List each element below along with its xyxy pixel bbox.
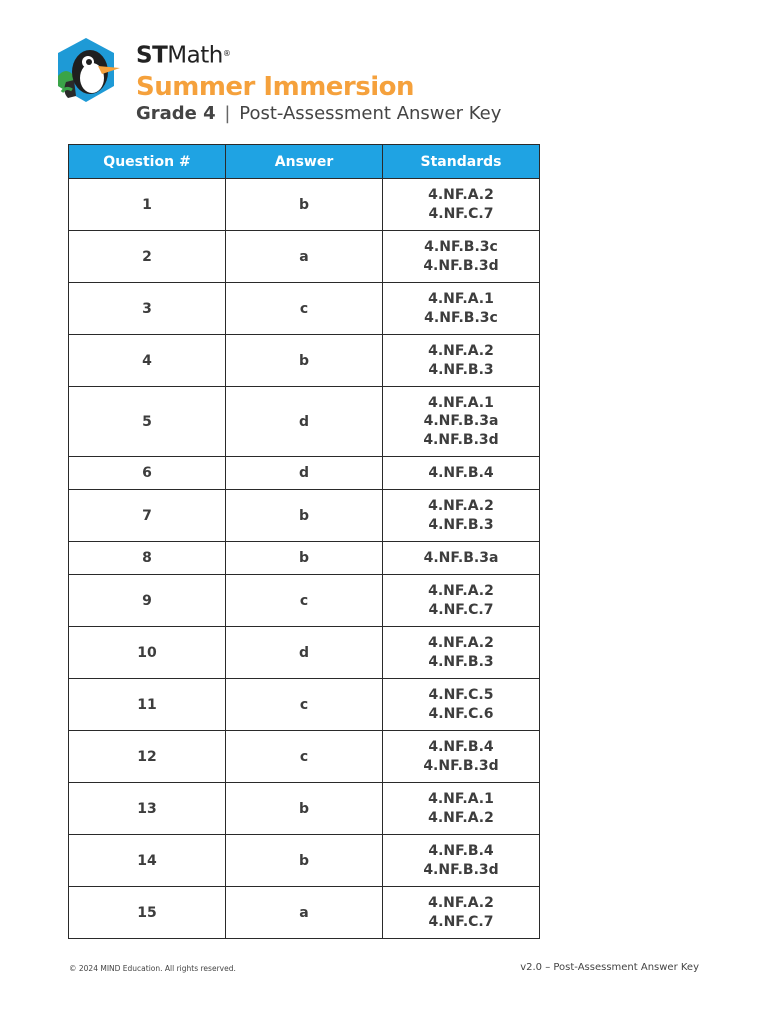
standard-code: 4.NF.A.2 bbox=[428, 635, 494, 651]
page-title bbox=[136, 101, 501, 127]
question-number-cell: 3 bbox=[69, 283, 226, 335]
question-number-cell: 2 bbox=[69, 231, 226, 283]
standards-cell bbox=[383, 887, 540, 939]
standards-cell bbox=[383, 542, 540, 575]
table-row bbox=[69, 783, 540, 835]
standards-cell bbox=[383, 679, 540, 731]
standards-cell bbox=[383, 627, 540, 679]
page-header bbox=[52, 36, 652, 136]
table-row bbox=[69, 283, 540, 335]
title-separator: | bbox=[224, 103, 231, 124]
standard-code: 4.NF.B.4 bbox=[428, 464, 494, 481]
document-title: Post-Assessment Answer Key bbox=[239, 103, 502, 124]
answer-cell: b bbox=[226, 835, 383, 887]
table-row bbox=[69, 231, 540, 283]
table-row bbox=[69, 575, 540, 627]
table-row bbox=[69, 179, 540, 231]
answer-cell: d bbox=[226, 457, 383, 490]
table-row bbox=[69, 542, 540, 575]
standard-code: 4.NF.B.3a bbox=[423, 549, 499, 566]
answer-cell: b bbox=[226, 490, 383, 542]
answer-cell: c bbox=[226, 283, 383, 335]
table-row bbox=[69, 335, 540, 387]
standard-code: 4.NF.C.6 bbox=[428, 705, 494, 722]
question-number-cell: 10 bbox=[69, 627, 226, 679]
brand-stmath bbox=[136, 40, 414, 71]
answer-cell: a bbox=[226, 231, 383, 283]
standards-cell bbox=[383, 731, 540, 783]
standards-cell bbox=[383, 387, 540, 457]
standard-code: 4.NF.C.7 bbox=[428, 601, 494, 618]
answer-cell: b bbox=[226, 179, 383, 231]
table-row bbox=[69, 490, 540, 542]
question-number-cell: 7 bbox=[69, 490, 226, 542]
question-number-cell: 11 bbox=[69, 679, 226, 731]
question-number-cell: 14 bbox=[69, 835, 226, 887]
question-number-cell: 6 bbox=[69, 457, 226, 490]
answer-cell: d bbox=[226, 387, 383, 457]
standard-code: 4.NF.A.2 bbox=[428, 498, 494, 514]
standard-code: 4.NF.A.2 bbox=[428, 809, 494, 826]
table-row bbox=[69, 887, 540, 939]
standard-code: 4.NF.A.1 bbox=[428, 394, 494, 411]
brand-summer-immersion: Summer Immersion bbox=[136, 72, 414, 103]
standard-code: 4.NF.B.3d bbox=[423, 257, 499, 274]
answer-key-table bbox=[68, 144, 540, 939]
standards-cell bbox=[383, 231, 540, 283]
table-row bbox=[69, 731, 540, 783]
standards-cell bbox=[383, 335, 540, 387]
standard-code: 4.NF.B.4 bbox=[428, 843, 494, 859]
registered-mark: ® bbox=[222, 49, 231, 58]
table-row bbox=[69, 679, 540, 731]
column-header-question: Question # bbox=[69, 145, 226, 179]
standards-cell bbox=[383, 835, 540, 887]
standard-code: 4.NF.C.7 bbox=[428, 205, 494, 222]
standard-code: 4.NF.B.3a bbox=[423, 413, 499, 430]
question-number-cell: 13 bbox=[69, 783, 226, 835]
question-number-cell: 12 bbox=[69, 731, 226, 783]
standard-code: 4.NF.B.3 bbox=[428, 361, 494, 378]
answer-cell: b bbox=[226, 542, 383, 575]
table-body bbox=[69, 179, 540, 939]
standard-code: 4.NF.B.3d bbox=[423, 431, 499, 448]
question-number-cell: 1 bbox=[69, 179, 226, 231]
standard-code: 4.NF.A.1 bbox=[428, 791, 494, 807]
table-row bbox=[69, 457, 540, 490]
footer-version: v2.0 – Post-Assessment Answer Key bbox=[520, 962, 699, 973]
question-number-cell: 15 bbox=[69, 887, 226, 939]
answer-cell: b bbox=[226, 335, 383, 387]
answer-cell: c bbox=[226, 575, 383, 627]
standard-code: 4.NF.C.5 bbox=[428, 687, 494, 703]
standard-code: 4.NF.B.3c bbox=[424, 239, 498, 255]
standard-code: 4.NF.B.3c bbox=[424, 309, 498, 326]
grade-label: Grade 4 bbox=[136, 103, 216, 124]
standards-cell bbox=[383, 179, 540, 231]
table-row bbox=[69, 387, 540, 457]
standard-code: 4.NF.C.7 bbox=[428, 913, 494, 930]
standard-code: 4.NF.A.1 bbox=[428, 291, 494, 307]
standards-cell bbox=[383, 575, 540, 627]
brand-wordmark bbox=[136, 40, 414, 103]
jiji-penguin-logo-icon bbox=[52, 36, 124, 104]
table-row bbox=[69, 835, 540, 887]
standards-cell bbox=[383, 457, 540, 490]
question-number-cell: 9 bbox=[69, 575, 226, 627]
standards-cell bbox=[383, 283, 540, 335]
standards-cell bbox=[383, 490, 540, 542]
standard-code: 4.NF.A.2 bbox=[428, 343, 494, 359]
standard-code: 4.NF.A.2 bbox=[428, 187, 494, 203]
column-header-answer: Answer bbox=[226, 145, 383, 179]
answer-cell: b bbox=[226, 783, 383, 835]
standard-code: 4.NF.A.2 bbox=[428, 895, 494, 911]
answer-cell: a bbox=[226, 887, 383, 939]
brand-math: Math bbox=[167, 42, 223, 69]
answer-cell: c bbox=[226, 679, 383, 731]
copyright-notice: © 2024 MIND Education. All rights reserved. bbox=[69, 964, 236, 973]
standard-code: 4.NF.B.3 bbox=[428, 516, 494, 533]
standard-code: 4.NF.B.3d bbox=[423, 757, 499, 774]
question-number-cell: 8 bbox=[69, 542, 226, 575]
standard-code: 4.NF.B.4 bbox=[428, 739, 494, 755]
table-row bbox=[69, 627, 540, 679]
table-header-row bbox=[69, 145, 540, 179]
answer-cell: d bbox=[226, 627, 383, 679]
standard-code: 4.NF.A.2 bbox=[428, 583, 494, 599]
standard-code: 4.NF.B.3d bbox=[423, 861, 499, 878]
answer-cell: c bbox=[226, 731, 383, 783]
brand-st: ST bbox=[136, 42, 168, 69]
question-number-cell: 4 bbox=[69, 335, 226, 387]
question-number-cell: 5 bbox=[69, 387, 226, 457]
standards-cell bbox=[383, 783, 540, 835]
standard-code: 4.NF.B.3 bbox=[428, 653, 494, 670]
column-header-standards: Standards bbox=[383, 145, 540, 179]
